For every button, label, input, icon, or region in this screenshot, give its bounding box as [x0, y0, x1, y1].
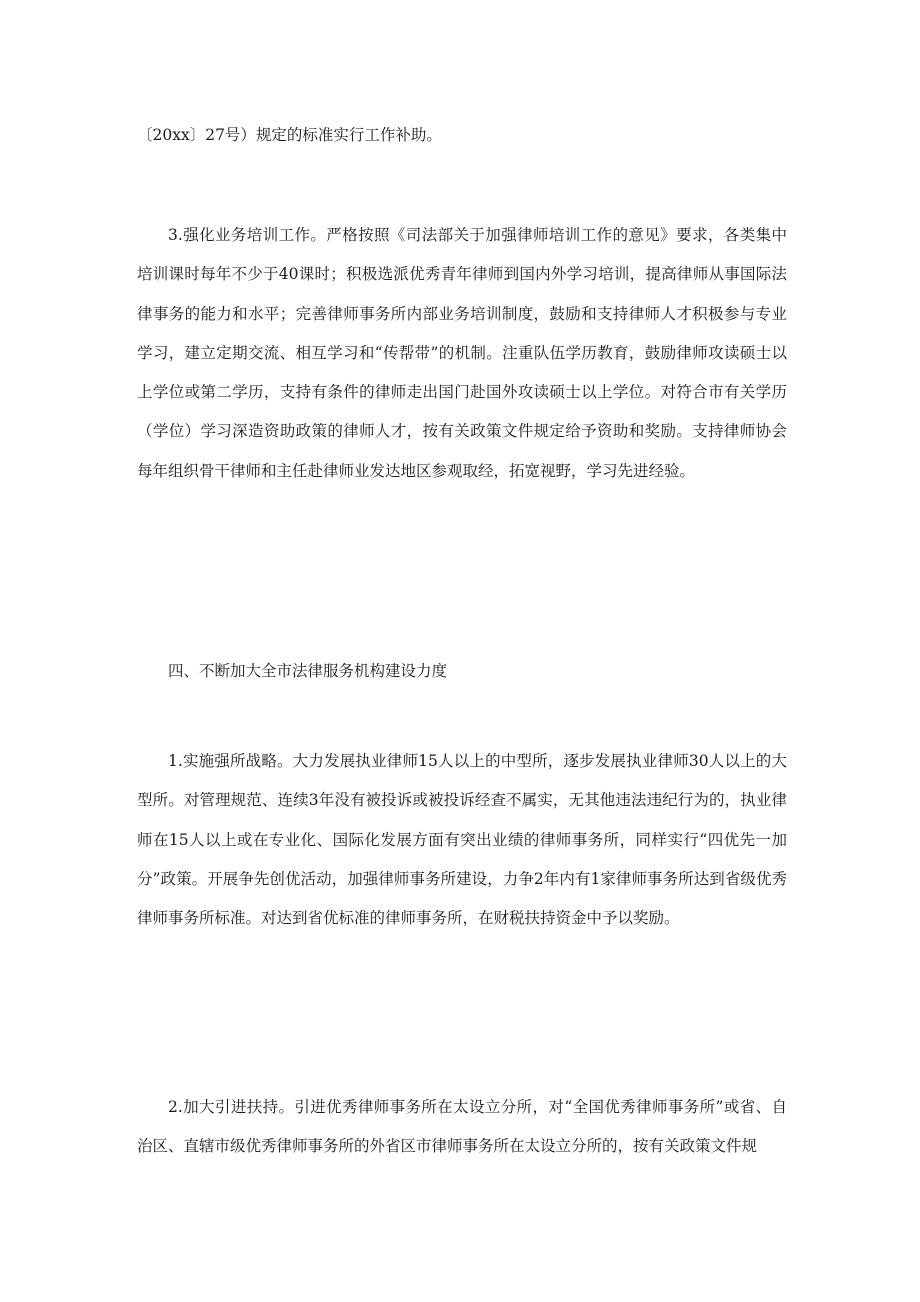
- paragraph-introduction-support: 2.加大引进扶持。引进优秀律师事务所在太设立分所，对“全国优秀律师事务所”或省、自治区、直辖市级优秀律师事务所的外省区市律师事务所在太设立分所的，按有关政策文件规: [137, 1098, 787, 1156]
- paragraph-strong-firm: 1.实施强所战略。大力发展执业律师15人以上的中型所，逐步发展执业律师30人以上的大型所。对管理规范、连续3年没有被投诉或被投诉经查不属实，无其他违法违纪行为的，执业律师在15人以上或在专业化、国际化发展方面有突出业绩的律师事务所，同样实行“四优先一加分”政策。开展争先创优活动，加强律师事务所建设，力争2年内有1家律师事务所达到省级优秀律师事务所标准。对达到省优标准的律师事务所，在财税扶持资金中予以奖励。: [137, 752, 787, 928]
- paragraph-training: 3.强化业务培训工作。严格按照《司法部关于加强律师培训工作的意见》要求，各类集中培训课时每年不少于40课时；积极选派优秀青年律师到国内外学习培训，提高律师从事国际法律事务的能力和水平；完善律师事务所内部业务培训制度，鼓励和支持律师人才积极参与专业学习，建立定期交流、相互学习和“传帮带”的机制。注重队伍学历教育，鼓励律师攻读硕士以上学位或第二学历，支持有条件的律师走出国门赴国外攻读硕士以上学位。对符合市有关学历（学位）学习深造资助政策的律师人才，按有关政策文件规定给予资助和奖励。支持律师协会每年组织骨干律师和主任赴律师业发达地区参观取经，拓宽视野，学习先进经验。: [137, 226, 787, 480]
- section-heading: 四、不断加大全市法律服务机构建设力度: [168, 662, 448, 680]
- paragraph-continuation: 〔20xx〕27号）规定的标准实行工作补助。: [137, 126, 442, 144]
